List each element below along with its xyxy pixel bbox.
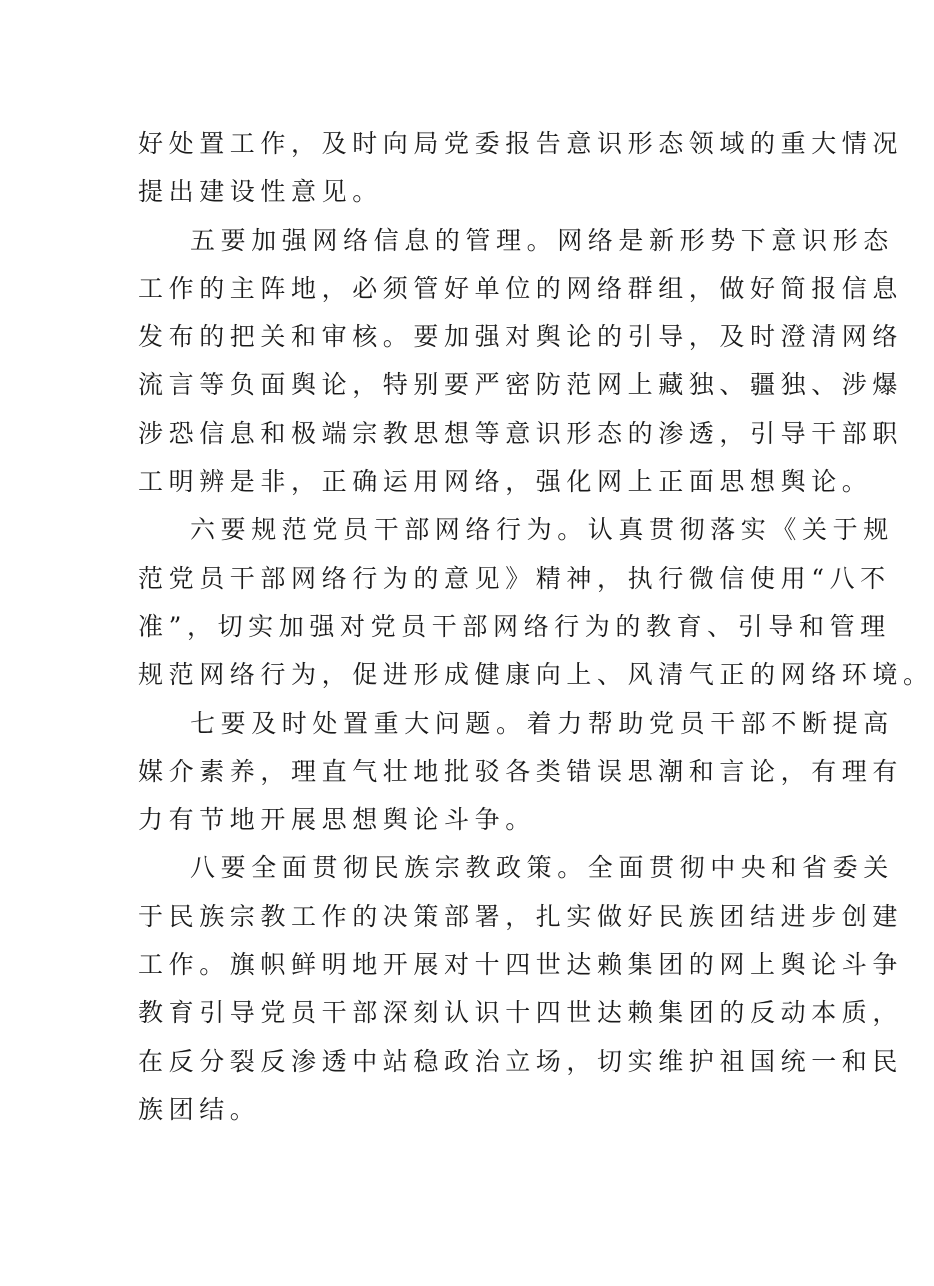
- text-line: 于民族宗教工作的决策部署，扎实做好民族团结进步创建: [138, 901, 904, 931]
- text-line: 族团结。: [138, 1094, 261, 1124]
- text-line: 力有节地开展思想舆论斗争。: [138, 805, 536, 835]
- text-line: 范党员干部网络行为的意见》精神，执行微信使用“八不: [138, 563, 891, 593]
- text-line: 教育引导党员干部深刻认识十四世达赖集团的反动本质，: [138, 998, 904, 1028]
- text-line: 提出建设性意见。: [138, 177, 383, 207]
- text-line: 涉恐信息和极端宗教思想等意识形态的渗透，引导干部职: [138, 418, 904, 448]
- text-line: 媒介素养，理直气壮地批驳各类错误思潮和言论，有理有: [138, 756, 904, 786]
- text-line: 工作。旗帜鲜明地开展对十四世达赖集团的网上舆论斗争: [138, 950, 904, 980]
- body-text: [138, 120, 934, 1134]
- text-line: 准”，切实加强对党员干部网络行为的教育、引导和管理: [138, 611, 891, 641]
- text-line: 流言等负面舆论，特别要严密防范网上藏独、疆独、涉爆: [138, 370, 904, 400]
- text-line: 在反分裂反渗透中站稳政治立场，切实维护祖国统一和民: [138, 1046, 904, 1076]
- text-line: 工作的主阵地，必须管好单位的网络群组，做好简报信息: [138, 273, 904, 303]
- paragraph-start-line: 八要全面贯彻民族宗教政策。全面贯彻中央和省委关: [190, 853, 894, 883]
- text-line: 规范网络行为，促进形成健康向上、风清气正的网络环境。: [138, 660, 934, 690]
- paragraph-start-line: 五要加强网络信息的管理。网络是新形势下意识形态: [190, 225, 894, 255]
- paragraph-start-line: 六要规范党员干部网络行为。认真贯彻落实《关于规: [190, 515, 894, 545]
- text-line: 发布的把关和审核。要加强对舆论的引导，及时澄清网络: [138, 322, 904, 352]
- text-line: 好处置工作，及时向局党委报告意识形态领域的重大情况: [138, 129, 904, 158]
- text-line: 工明辨是非，正确运用网络，强化网上正面思想舆论。: [138, 467, 873, 497]
- paragraph-start-line: 七要及时处置重大问题。着力帮助党员干部不断提高: [190, 708, 894, 738]
